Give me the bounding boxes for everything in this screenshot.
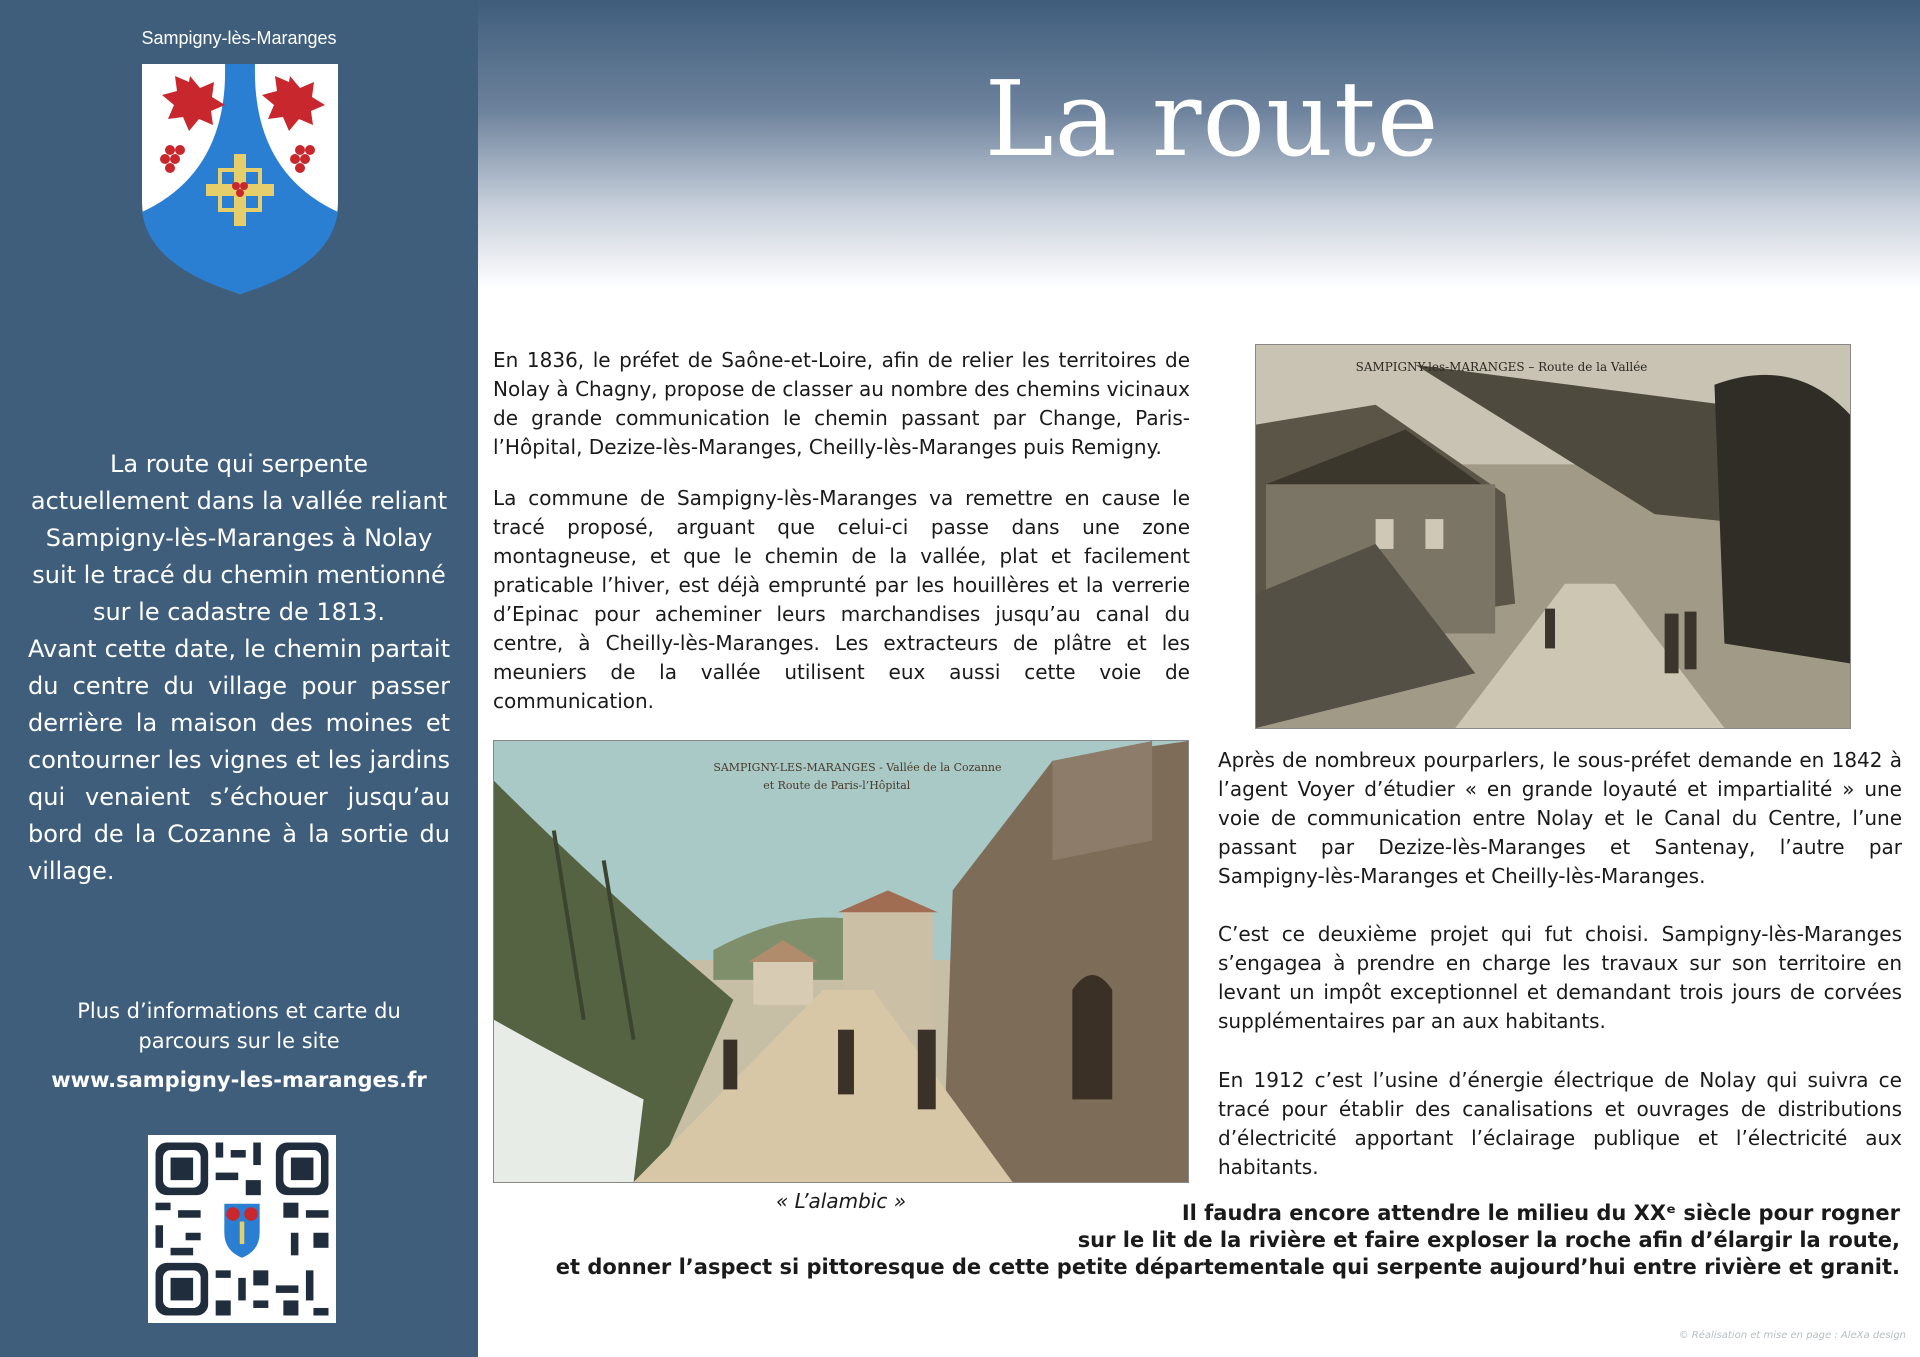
postcard-caption: SAMPIGNY-LES-MARANGES - Vallée de la Cozanne [713,760,1002,774]
body-paragraph: La commune de Sampigny-lès-Maranges va remettre en cause le tracé proposé, arguant que celui-ci passe dans une zone montagneuse, et que le chemin de la vallée, plat et facilement praticable l’hiver, est déjà emprunté par les houillères et la verrerie d’Epinac pour acheminer leurs marchandises jusqu’au canal du centre, à Cheilly-lès-Maranges. Les extracteurs de plâtre et les meuniers de la vallée utilisent eux aussi cette voie de communication. [493,486,1190,713]
closing-line: Il faudra encore attendre le milieu du XXᵉ siècle pour rogner [1181,1201,1900,1225]
design-credit: © Réalisation et mise en page : AleXa design [1678,1330,1906,1341]
intro-paragraph: La route qui serpente actuellement dans la vallée reliant Sampigny-lès-Maranges à Nolay suit le tracé du chemin mentionné sur le cadastre de 1813. [30,450,448,626]
intro-paragraph: Avant cette date, le chemin partait du centre du village pour passer derrière la maison des moines et contourner les vignes et les jardins qui venaient s’échouer jusqu’au bord de la Cozanne à la sortie du village. [28,635,450,885]
photo-caption: « L’alambic » [775,1189,907,1213]
body-paragraph: C’est ce deuxième projet qui fut choisi. Sampigny-lès-Maranges s’engagea à prendre en charge les travaux sur son territoire en levant un impôt exceptionnel et demandant trois jours de corvées supplémentaires par an aux habitants. [1218,922,1902,1033]
closing-statement [500,1200,1900,1281]
postcard-caption: SAMPIGNY-les-MARANGES – Route de la Vallée [1355,359,1648,374]
coat-of-arms-icon [140,62,340,297]
sidebar-panel [0,0,478,1357]
postcard-photo [493,740,1189,1183]
postcard-photo [1255,344,1851,729]
website-link[interactable]: www.sampigny-les-maranges.fr [51,1068,427,1092]
closing-line: et donner l’aspect si pittoresque de cette petite départementale qui serpente aujourd’hui entre rivière et granit. [555,1255,1900,1279]
qr-code-icon[interactable] [148,1135,336,1323]
postcard-caption: et Route de Paris-l’Hôpital [763,778,911,792]
intro-text [28,446,450,890]
title-banner [478,0,1920,290]
commune-name: Sampigny-lès-Maranges [141,28,337,48]
body-paragraph: En 1912 c’est l’usine d’énergie électrique de Nolay qui suivra ce tracé pour établir des canalisations et ouvrages de distributions d’électricité apportant l’éclairage publique et l’électricité aux habitants. [1218,1068,1902,1179]
body-paragraph: En 1836, le préfet de Saône-et-Loire, afin de relier les territoires de Nolay à Chagny, propose de classer au nombre des chemins vicinaux de grande communication le chemin passant par Change, Paris-l’Hôpital, Dezize-lès-Maranges, Cheilly-lès-Maranges puis Remigny. [493,348,1190,459]
more-info-text: Plus d’informations et carte du parcours sur le site [77,999,401,1053]
page-title: La route [984,58,1440,180]
body-paragraph: Après de nombreux pourparlers, le sous-préfet demande en 1842 à l’agent Voyer d’étudier « en grande loyauté et impartialité » une voie de communication entre Nolay et le Canal du Centre, l’une passant par Dezize-lès-Maranges et Santenay, l’autre par Sampigny-lès-Maranges et Cheilly-lès-Maranges. [1218,748,1902,888]
closing-line: sur le lit de la rivière et faire exploser la roche afin d’élargir la route, [1077,1228,1900,1252]
